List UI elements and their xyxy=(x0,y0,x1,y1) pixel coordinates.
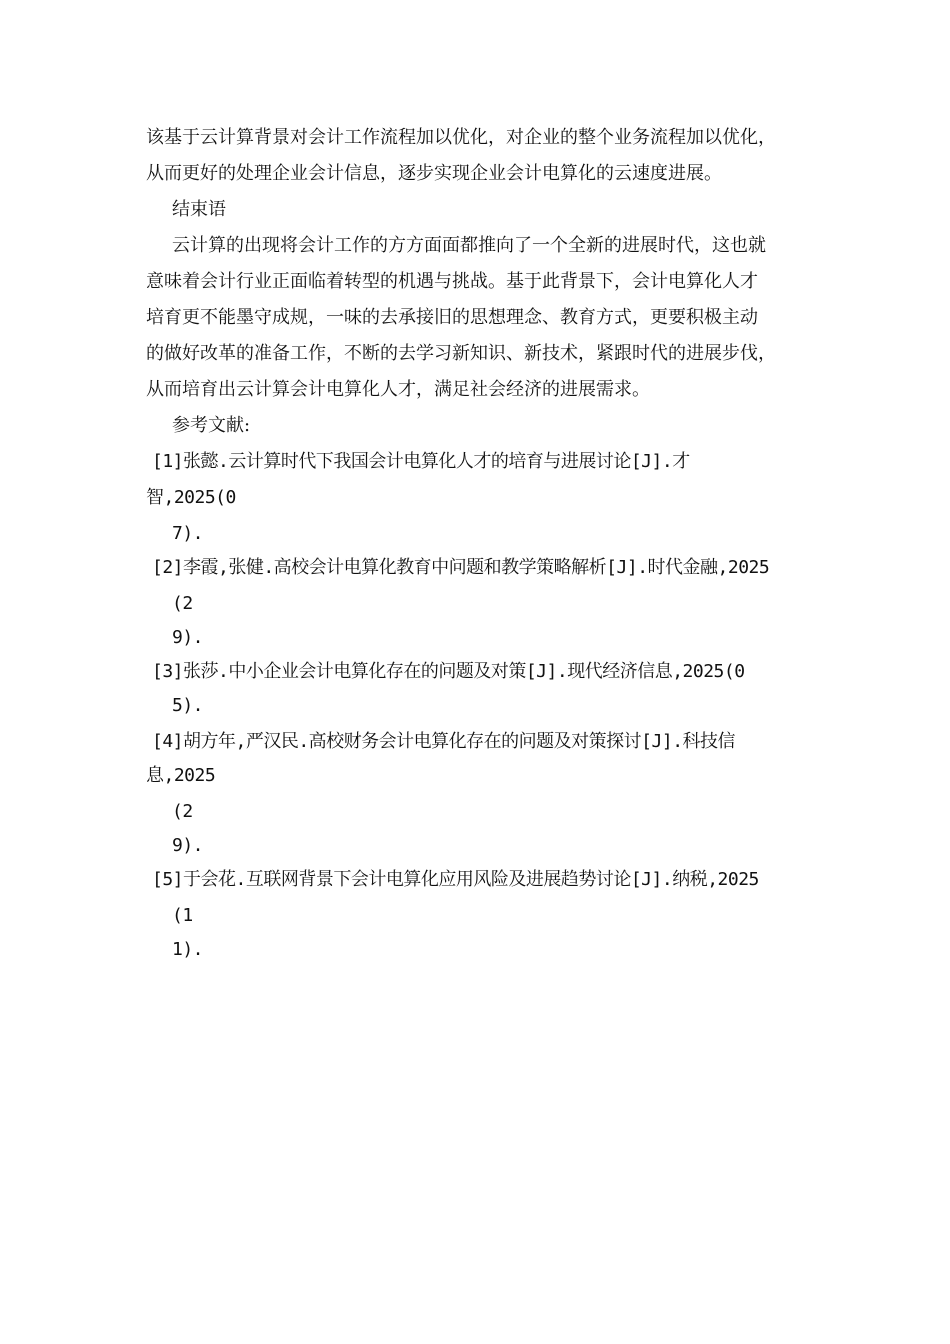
reference-5-line-1: [5]于会花.互联网背景下会计电算化应用风险及进展趋势讨论[J].纳税,2025 xyxy=(152,869,759,890)
references-heading: 参考文献: xyxy=(172,415,251,436)
conclusion-line-4: 的做好改革的准备工作，不断的去学习新知识、新技术，紧跟时代的进展步伐， xyxy=(146,343,776,364)
reference-2-line-3: 9). xyxy=(172,627,204,648)
conclusion-line-1: 云计算的出现将会计工作的方方面面都推向了一个全新的进展时代，这也就 xyxy=(172,235,766,256)
intro-line-2: 从而更好的处理企业会计信息，逐步实现企业会计电算化的云速度进展。 xyxy=(146,163,722,184)
conclusion-line-5: 从而培育出云计算会计电算化人才，满足社会经济的进展需求。 xyxy=(146,379,650,400)
reference-5-line-3: 1). xyxy=(172,939,204,960)
reference-1-line-1: [1]张懿.云计算时代下我国会计电算化人才的培育与进展讨论[J].才 xyxy=(152,451,690,472)
conclusion-line-3: 培育更不能墨守成规，一味的去承接旧的思想理念、教育方式，更要积极主动 xyxy=(146,307,758,328)
reference-1-line-2: 智,2025(0 xyxy=(146,487,236,508)
reference-1-line-3: 7). xyxy=(172,523,204,544)
reference-2-line-2: (2 xyxy=(172,593,193,614)
reference-5-line-2: (1 xyxy=(172,905,193,926)
reference-2-line-1: [2]李霞,张健.高校会计电算化教育中问题和教学策略解析[J].时代金融,2025 xyxy=(152,557,770,578)
intro-line-1: 该基于云计算背景对会计工作流程加以优化，对企业的整个业务流程加以优化， xyxy=(146,127,776,148)
reference-3-line-1: [3]张莎.中小企业会计电算化存在的问题及对策[J].现代经济信息,2025(0 xyxy=(152,661,745,682)
conclusion-heading: 结束语 xyxy=(172,199,226,220)
reference-3-line-2: 5). xyxy=(172,695,204,716)
reference-4-line-1: [4]胡方年,严汉民.高校财务会计电算化存在的问题及对策探讨[J].科技信 xyxy=(152,731,736,752)
conclusion-line-2: 意味着会计行业正面临着转型的机遇与挑战。基于此背景下，会计电算化人才 xyxy=(146,271,758,292)
reference-4-line-4: 9). xyxy=(172,835,204,856)
reference-4-line-3: (2 xyxy=(172,801,193,822)
reference-4-line-2: 息,2025 xyxy=(146,765,216,786)
